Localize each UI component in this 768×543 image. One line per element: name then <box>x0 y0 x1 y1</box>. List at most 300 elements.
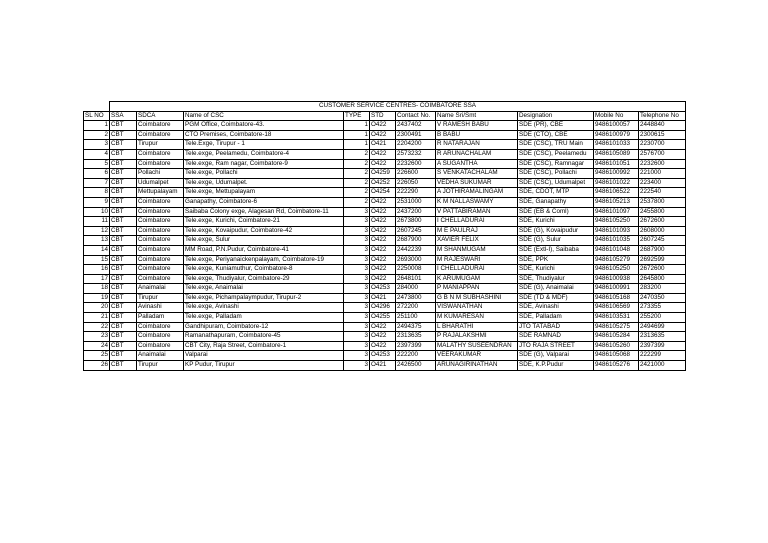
table-cell: M SHANMUGAM <box>436 245 518 255</box>
table-cell: O4259 <box>370 169 396 179</box>
table-cell: M KUMARESAN <box>436 313 518 323</box>
table-cell: 2 <box>344 169 370 179</box>
table-cell: K ARUMUGAM <box>436 274 518 284</box>
table-cell: O4253 <box>370 284 396 294</box>
table-cell: 9486105089 <box>594 149 639 159</box>
table-cell: O4253 <box>370 351 396 361</box>
table-cell: Tirupur <box>137 361 184 371</box>
column-header: SSA <box>110 111 137 121</box>
table-cell: 2672600 <box>639 217 686 227</box>
table-cell: SDE (G), Anaimalai <box>518 284 594 294</box>
table-cell: 3 <box>344 361 370 371</box>
column-header: TYPE <box>344 111 370 121</box>
table-cell: 2397399 <box>396 341 436 351</box>
table-cell: O422 <box>370 332 396 342</box>
table-cell: CBT <box>110 207 137 217</box>
table-cell: 1 <box>344 121 370 131</box>
table-cell: 9486105284 <box>594 332 639 342</box>
table-cell: 13 <box>84 236 110 246</box>
table-cell: 22 <box>84 322 110 332</box>
table-cell: CBT <box>110 178 137 188</box>
table-cell: O422 <box>370 207 396 217</box>
table-cell: Tele.exge, Thudiyalur, Coimbatore-29 <box>184 274 344 284</box>
table-row <box>84 361 686 371</box>
table-cell: 16 <box>84 265 110 275</box>
table-cell: 2607245 <box>396 226 436 236</box>
table-cell: Coimbatore <box>137 121 184 131</box>
table-cell: 1 <box>344 140 370 150</box>
table-cell: 2573232 <box>396 149 436 159</box>
table-cell: 9486105260 <box>594 341 639 351</box>
table-cell: V RAMESH BABU <box>436 121 518 131</box>
table-cell: 9486105276 <box>594 361 639 371</box>
table-cell: 9486101093 <box>594 226 639 236</box>
table-cell: 2426500 <box>396 361 436 371</box>
table-cell: SDE, CDOT, MTP <box>518 188 594 198</box>
table-cell: Coimbatore <box>137 217 184 227</box>
column-header: SL NO <box>84 111 110 121</box>
table-cell: O422 <box>370 149 396 159</box>
table-cell: Tele.exge, Ram nagar, Coimbatore-9 <box>184 159 344 169</box>
table-row <box>84 236 686 246</box>
table-cell: CBT <box>110 121 137 131</box>
table-cell: Coimbatore <box>137 149 184 159</box>
table-cell: SDE, Ganapathy <box>518 197 594 207</box>
table-cell: 2693000 <box>396 255 436 265</box>
table-cell: 2648101 <box>396 274 436 284</box>
table-cell: Coimbatore <box>137 197 184 207</box>
column-header: Name Sri/Smt <box>436 111 518 121</box>
table-cell: 222200 <box>396 351 436 361</box>
table-cell: B BABU <box>436 130 518 140</box>
title-spacer <box>84 102 110 112</box>
table-cell: 221000 <box>639 169 686 179</box>
table-cell: 2 <box>84 130 110 140</box>
table-cell: 2607245 <box>639 236 686 246</box>
table-cell: A JOTHIRAMALINGAM <box>436 188 518 198</box>
table-cell: SDE, K.P.Pudur <box>518 361 594 371</box>
table-cell: 3 <box>344 284 370 294</box>
table-cell: 3 <box>344 236 370 246</box>
table-cell: O4254 <box>370 188 396 198</box>
table-cell: Coimbatore <box>137 226 184 236</box>
table-cell: Tele.exge, Periyanaickenpalayam, Coimbatore-19 <box>184 255 344 265</box>
table-cell: 2494375 <box>396 322 436 332</box>
table-cell: SDE, Kurichi <box>518 217 594 227</box>
table-cell: O422 <box>370 226 396 236</box>
table-cell: ARUNAGIRINATHAN <box>436 361 518 371</box>
table-row <box>84 293 686 303</box>
table-cell: 223400 <box>639 178 686 188</box>
table-cell: 25 <box>84 351 110 361</box>
table-cell: Tele.exge, Udumalpet. <box>184 178 344 188</box>
table-row <box>84 341 686 351</box>
table-cell: Tele.Exge, Tirupur - 1 <box>184 140 344 150</box>
table-cell: 2645800 <box>639 274 686 284</box>
table-cell: 2300491 <box>396 130 436 140</box>
table-cell: CBT <box>110 313 137 323</box>
table-cell: 24 <box>84 341 110 351</box>
table-cell: CBT <box>110 236 137 246</box>
table-cell: 2576700 <box>639 149 686 159</box>
table-cell: CBT <box>110 265 137 275</box>
table-cell: Coimbatore <box>137 207 184 217</box>
table-cell: 2232600 <box>639 159 686 169</box>
table-cell: 2672600 <box>639 265 686 275</box>
table-row <box>84 121 686 131</box>
table-cell: 8 <box>84 188 110 198</box>
table-cell: PGM Office, Coimbatore-43. <box>184 121 344 131</box>
table-row <box>84 303 686 313</box>
column-header: Designation <box>518 111 594 121</box>
table-cell: 2230700 <box>639 140 686 150</box>
table-cell: I CHELLADURAI <box>436 265 518 275</box>
table-cell: Tele.exge, Pollachi <box>184 169 344 179</box>
table-cell: CBT <box>110 322 137 332</box>
table-cell: 9486105250 <box>594 265 639 275</box>
table-cell: CBT <box>110 197 137 207</box>
table-row <box>84 245 686 255</box>
table-cell: 3 <box>84 140 110 150</box>
table-cell: O421 <box>370 361 396 371</box>
table-cell: XAVIER FELIX <box>436 236 518 246</box>
table-cell: M RAJESWARI <box>436 255 518 265</box>
table-row <box>84 217 686 227</box>
table-cell: CBT <box>110 130 137 140</box>
table-cell: 9486105279 <box>594 255 639 265</box>
table-cell: O4252 <box>370 178 396 188</box>
table-cell: 9486100938 <box>594 274 639 284</box>
table-cell: O422 <box>370 217 396 227</box>
table-cell: 4 <box>84 149 110 159</box>
table-row <box>84 207 686 217</box>
table-cell: Mettupalayam <box>137 188 184 198</box>
table-cell: Saibaba Colony exge, Alagesan Rd, Coimbatore-11 <box>184 207 344 217</box>
table-cell: Tele.exge, Peelamedu, Coimbatore-4 <box>184 149 344 159</box>
table-cell: 2 <box>344 188 370 198</box>
table-cell: 272200 <box>396 303 436 313</box>
table-title: CUSTOMER SERVICE CENTRES- COIMBATORE SSA <box>110 102 686 112</box>
table-cell: SDE, Avinashi <box>518 303 594 313</box>
table-cell: P RAJALAKSHMI <box>436 332 518 342</box>
table-cell: 9486101022 <box>594 178 639 188</box>
table-cell: SDE, Thudiyalur <box>518 274 594 284</box>
table-cell: 19 <box>84 293 110 303</box>
table-cell: CBT <box>110 188 137 198</box>
table-cell: KP Pudur, Tirupur <box>184 361 344 371</box>
table-cell: Tele.exge, Palladam <box>184 313 344 323</box>
table-cell: 10 <box>84 207 110 217</box>
table-row <box>84 322 686 332</box>
table-cell: P MANIAPPAN <box>436 284 518 294</box>
table-cell: CBT <box>110 226 137 236</box>
table-row <box>84 130 686 140</box>
table-cell: 9 <box>84 197 110 207</box>
table-cell: 9486101048 <box>594 245 639 255</box>
table-cell: SDE, Palladam <box>518 313 594 323</box>
table-cell: SDE (Extl-I), Saibaba <box>518 245 594 255</box>
table-cell: 3 <box>344 341 370 351</box>
table-cell: 3 <box>344 245 370 255</box>
table-row <box>84 159 686 169</box>
table-row <box>84 284 686 294</box>
table-cell: Coimbatore <box>137 265 184 275</box>
table-cell: 9486105168 <box>594 293 639 303</box>
table-cell: 9486100992 <box>594 169 639 179</box>
table-cell: SDE (PR), CBE <box>518 121 594 131</box>
table-cell: 2204200 <box>396 140 436 150</box>
table-row <box>84 197 686 207</box>
table-row <box>84 351 686 361</box>
table-cell: Coimbatore <box>137 245 184 255</box>
table-cell: 2448840 <box>639 121 686 131</box>
table-cell: 3 <box>344 207 370 217</box>
table-cell: 3 <box>344 293 370 303</box>
table-cell: 222299 <box>639 351 686 361</box>
table-cell: 2313635 <box>639 332 686 342</box>
table-cell: 9486105068 <box>594 351 639 361</box>
table-cell: 9486105213 <box>594 197 639 207</box>
table-cell: 2 <box>344 159 370 169</box>
table-cell: CBT <box>110 303 137 313</box>
table-cell: JTO RAJA STREET <box>518 341 594 351</box>
table-cell: 2 <box>344 149 370 159</box>
table-cell: SDE (G), Sulur <box>518 236 594 246</box>
table-cell: SDE (CSC), TRU Main <box>518 140 594 150</box>
table-cell: JTO TATABAD <box>518 322 594 332</box>
table-cell: CBT <box>110 351 137 361</box>
table-cell: SDE, PPK <box>518 255 594 265</box>
table-cell: 9486100991 <box>594 284 639 294</box>
table-cell: SDE (G), Valparai <box>518 351 594 361</box>
table-cell: Tele.exge, Avinashi <box>184 303 344 313</box>
table-cell: 9486100057 <box>594 121 639 131</box>
table-cell: SDE (EB & Coml) <box>518 207 594 217</box>
table-cell: 9486101035 <box>594 236 639 246</box>
table-cell: SDE (TD & MDF) <box>518 293 594 303</box>
table-cell: M E PAULRAJ <box>436 226 518 236</box>
table-cell: CBT <box>110 245 137 255</box>
table-cell: Avinashi <box>137 303 184 313</box>
table-cell: Anaimalai <box>137 284 184 294</box>
table-cell: SDE, Kurichi <box>518 265 594 275</box>
table-cell: SDE (CSC), Peelamedu <box>518 149 594 159</box>
table-cell: 3 <box>344 265 370 275</box>
table-cell: SDE (CSC), Ramnagar <box>518 159 594 169</box>
table-cell: 3 <box>344 332 370 342</box>
table-cell: 3 <box>344 303 370 313</box>
table-cell: SDE (CSC), Udumalpet <box>518 178 594 188</box>
table-cell: 255200 <box>639 313 686 323</box>
table-cell: 222290 <box>396 188 436 198</box>
table-cell: Tele.exge, Kuniamuthur, Coimbatore-8 <box>184 265 344 275</box>
table-cell: 3 <box>344 255 370 265</box>
table-cell: 2437200 <box>396 207 436 217</box>
table-cell: 2473800 <box>396 293 436 303</box>
table-cell: 15 <box>84 255 110 265</box>
table-cell: Coimbatore <box>137 341 184 351</box>
table-cell: 2531000 <box>396 197 436 207</box>
table-cell: CBT <box>110 284 137 294</box>
table-cell: Coimbatore <box>137 130 184 140</box>
table-cell: Tele.exge, Sulur <box>184 236 344 246</box>
table-cell: 2687900 <box>396 236 436 246</box>
table-cell: 2494699 <box>639 322 686 332</box>
table-cell: K M NALLASWAMY <box>436 197 518 207</box>
table-cell: 2250008 <box>396 265 436 275</box>
table-cell: 2537800 <box>639 197 686 207</box>
table-cell: 3 <box>344 351 370 361</box>
table-cell: 17 <box>84 274 110 284</box>
table-cell: 2470350 <box>639 293 686 303</box>
table-cell: 5 <box>84 159 110 169</box>
table-cell: 3 <box>344 274 370 284</box>
table-cell: 2673800 <box>396 217 436 227</box>
table-cell: Pollachi <box>137 169 184 179</box>
title-row <box>84 102 686 112</box>
table-cell: CBT <box>110 332 137 342</box>
table-cell: Tele.exge, Pichampalaympudur, Tirupur-2 <box>184 293 344 303</box>
table-cell: SDE (G), Kovaipudur <box>518 226 594 236</box>
table-cell: 226600 <box>396 169 436 179</box>
table-cell: 2397399 <box>639 341 686 351</box>
table-row <box>84 255 686 265</box>
column-header: Mobile No <box>594 111 639 121</box>
table-cell: CBT <box>110 341 137 351</box>
table-row <box>84 140 686 150</box>
table-cell: 11 <box>84 217 110 227</box>
table-cell: O422 <box>370 274 396 284</box>
table-cell: O422 <box>370 245 396 255</box>
table-cell: 12 <box>84 226 110 236</box>
table-cell: Coimbatore <box>137 274 184 284</box>
table-cell: VEERAKUMAR <box>436 351 518 361</box>
table-cell: O4296 <box>370 303 396 313</box>
table-cell: O422 <box>370 159 396 169</box>
table-cell: 9486105275 <box>594 322 639 332</box>
table-cell: CBT <box>110 159 137 169</box>
table-cell: 2608000 <box>639 226 686 236</box>
table-cell: MM Road, P.N.Pudur, Coimbatore-41 <box>184 245 344 255</box>
table-cell: Tele.exge, Kurichi, Coimbatore-21 <box>184 217 344 227</box>
table-cell: 9486106569 <box>594 303 639 313</box>
table-cell: Tele.exge, Anaimalai <box>184 284 344 294</box>
table-cell: 2421000 <box>639 361 686 371</box>
table-cell: CBT <box>110 255 137 265</box>
table-cell: CBT <box>110 140 137 150</box>
table-cell: 23 <box>84 332 110 342</box>
table-cell: Anaimalai <box>137 351 184 361</box>
table-cell: CBT <box>110 293 137 303</box>
table-cell: 251100 <box>396 313 436 323</box>
table-cell: 2232600 <box>396 159 436 169</box>
table-cell: 21 <box>84 313 110 323</box>
table-cell: O421 <box>370 140 396 150</box>
table-cell: SDE (CTO), CBE <box>518 130 594 140</box>
table-cell: Gandhipuram, Coimbatore-12 <box>184 322 344 332</box>
table-cell: Udumalpet <box>137 178 184 188</box>
table-cell: O422 <box>370 236 396 246</box>
table-cell: 9486101033 <box>594 140 639 150</box>
table-cell: 1 <box>344 130 370 140</box>
table-cell: L BHARATHI <box>436 322 518 332</box>
table-cell: O422 <box>370 341 396 351</box>
table-cell: 3 <box>344 322 370 332</box>
table-cell: MALATHY SUSEENDRAN <box>436 341 518 351</box>
table-cell: Coimbatore <box>137 159 184 169</box>
table-cell: O422 <box>370 265 396 275</box>
table-cell: Ganapathy, Coimbatore-6 <box>184 197 344 207</box>
table-cell: O422 <box>370 197 396 207</box>
table-cell: 20 <box>84 303 110 313</box>
table-cell: Coimbatore <box>137 236 184 246</box>
table-row <box>84 188 686 198</box>
table-row <box>84 169 686 179</box>
table-cell: CTO Premises, Coimbatore-18 <box>184 130 344 140</box>
table-cell: 2692599 <box>639 255 686 265</box>
table-cell: 273355 <box>639 303 686 313</box>
table-row <box>84 226 686 236</box>
table-cell: S VENKATACHALAM <box>436 169 518 179</box>
table-cell: Valparai <box>184 351 344 361</box>
table-cell: Coimbatore <box>137 255 184 265</box>
table-cell: 7 <box>84 178 110 188</box>
table-cell: CBT <box>110 149 137 159</box>
table-cell: Palladam <box>137 313 184 323</box>
table-cell: O422 <box>370 255 396 265</box>
table-cell: 9486106522 <box>594 188 639 198</box>
table-row <box>84 274 686 284</box>
column-header: Contact No. <box>396 111 436 121</box>
table-cell: 283200 <box>639 284 686 294</box>
table-cell: Coimbatore <box>137 332 184 342</box>
table-cell: 9486103531 <box>594 313 639 323</box>
table-cell: 2442239 <box>396 245 436 255</box>
table-row <box>84 149 686 159</box>
column-header: Name of CSC <box>184 111 344 121</box>
table-cell: O421 <box>370 293 396 303</box>
table-cell: Tele.exge, Kovaipudur, Coimbatore-42 <box>184 226 344 236</box>
table-cell: VEDHA SUKUMAR <box>436 178 518 188</box>
header-row <box>84 111 686 121</box>
table-cell: 2687900 <box>639 245 686 255</box>
column-header: STD <box>370 111 396 121</box>
table-cell: 2 <box>344 178 370 188</box>
table-cell: 2300615 <box>639 130 686 140</box>
table-cell: 6 <box>84 169 110 179</box>
table-cell: Coimbatore <box>137 322 184 332</box>
table-cell: 2437402 <box>396 121 436 131</box>
table-cell: 3 <box>344 313 370 323</box>
table-cell: O422 <box>370 130 396 140</box>
table-cell: Ramanathapuram, Coimbatore-45 <box>184 332 344 342</box>
column-header: SDCA <box>137 111 184 121</box>
table-body <box>84 121 686 370</box>
table-cell: 226050 <box>396 178 436 188</box>
table-cell: 2455800 <box>639 207 686 217</box>
table-cell: 2 <box>344 197 370 207</box>
table-cell: 18 <box>84 284 110 294</box>
table-cell: V PATTABIRAMAN <box>436 207 518 217</box>
table-cell: 9486105250 <box>594 217 639 227</box>
table-cell: CBT <box>110 217 137 227</box>
table-cell: Tele.exge, Mettupalayam <box>184 188 344 198</box>
table-row <box>84 265 686 275</box>
column-header: Telephone No <box>639 111 686 121</box>
table-cell: SDE RAMNAD <box>518 332 594 342</box>
table-cell: O4255 <box>370 313 396 323</box>
table-cell: 14 <box>84 245 110 255</box>
